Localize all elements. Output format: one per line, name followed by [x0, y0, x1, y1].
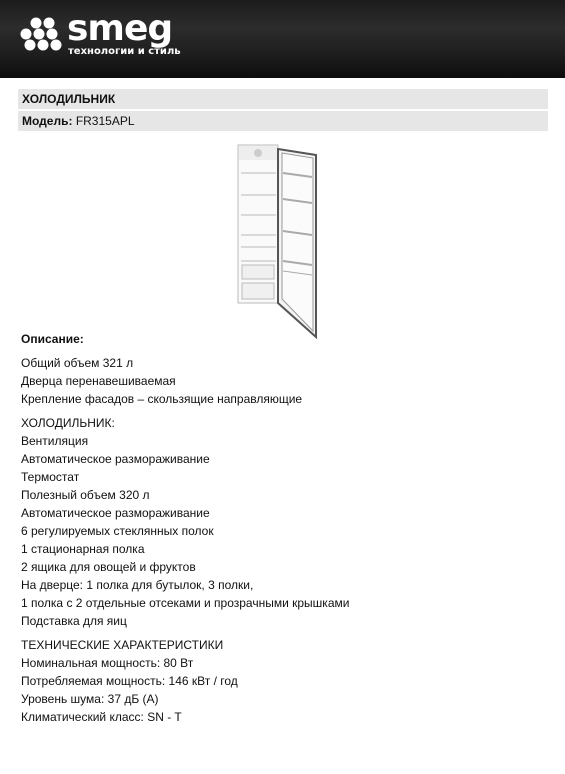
- list-item: Дверца перенавешиваемая: [21, 374, 176, 388]
- list-item: Подставка для яиц: [21, 614, 127, 628]
- model-label: Модель:: [22, 114, 73, 128]
- model-bar: [18, 111, 548, 131]
- list-item: Автоматическое размораживание: [21, 506, 210, 520]
- list-item: Термостат: [21, 470, 80, 484]
- category-title: ХОЛОДИЛЬНИК: [22, 92, 116, 106]
- fridge-heading: ХОЛОДИЛЬНИК:: [21, 416, 115, 430]
- header-banner: [0, 0, 565, 78]
- list-item: 1 стационарная полка: [21, 542, 145, 556]
- list-item: На дверце: 1 полка для бутылок, 3 полки,: [21, 578, 254, 592]
- list-item: Вентиляция: [21, 434, 89, 448]
- description-section: [21, 330, 551, 726]
- list-item: 1 полка с 2 отдельные отсеками и прозрачными крышками: [21, 596, 350, 610]
- fridge-list: [21, 432, 551, 630]
- list-item: Общий объем 321 л: [21, 356, 134, 370]
- list-item: 2 ящика для овощей и фруктов: [21, 560, 196, 574]
- list-item: Климатический класс: SN - T: [21, 710, 182, 724]
- list-item: Уровень шума: 37 дБ (А): [21, 692, 159, 706]
- dots-logo-icon: [20, 14, 68, 54]
- list-item: Полезный объем 320 л: [21, 488, 150, 502]
- description-heading: Описание:: [21, 332, 84, 346]
- tech-list: [21, 654, 551, 726]
- smeg-logo[interactable]: [20, 8, 210, 64]
- list-item: Крепление фасадов – скользящие направляющие: [21, 392, 303, 406]
- refrigerator-image: [236, 143, 320, 339]
- brand-tagline: технологии и стиль: [68, 46, 181, 57]
- list-item: Номинальная мощность: 80 Вт: [21, 656, 194, 670]
- category-bar: [18, 89, 548, 109]
- list-item: Автоматическое размораживание: [21, 452, 210, 466]
- brand-name: smeg: [67, 8, 173, 49]
- general-list: [21, 354, 551, 408]
- model-value: FR315APL: [75, 114, 135, 128]
- list-item: 6 регулируемых стеклянных полок: [21, 524, 214, 538]
- tech-heading: ТЕХНИЧЕСКИЕ ХАРАКТЕРИСТИКИ: [21, 638, 224, 652]
- list-item: Потребляемая мощность: 146 кВт / год: [21, 674, 238, 688]
